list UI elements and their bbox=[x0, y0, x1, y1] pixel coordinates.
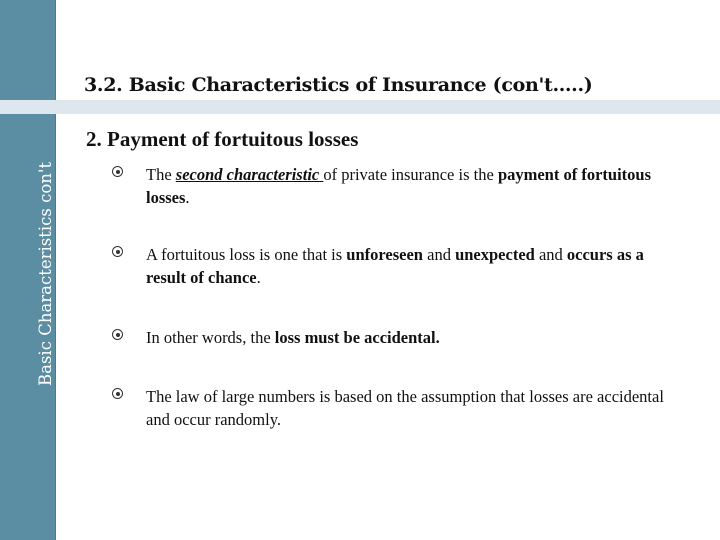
bullet-item bbox=[112, 243, 672, 289]
title-bar bbox=[0, 100, 720, 114]
bullet-text: The second characteristic of private insurance is the payment of fortuitous losses. bbox=[146, 165, 652, 207]
circled-dot-icon bbox=[112, 166, 123, 177]
sidebar-panel bbox=[0, 0, 56, 540]
vertical-section-title: Basic Characteristics con't bbox=[36, 161, 55, 386]
circled-dot-icon bbox=[112, 388, 123, 399]
bullet-text: A fortuitous loss is one that is unforeseen and unexpected and occurs as a result of chance. bbox=[146, 245, 644, 287]
circled-dot-icon bbox=[112, 246, 123, 257]
bullet-item bbox=[112, 385, 672, 431]
bullet-text: In other words, the loss must be accidental. bbox=[146, 328, 440, 347]
circled-dot-icon bbox=[112, 329, 123, 340]
bullet-text: The law of large numbers is based on the assumption that losses are accidental and occur randomly. bbox=[146, 387, 664, 429]
bullet-item bbox=[112, 163, 672, 209]
page-title: 3.2. Basic Characteristics of Insurance (con't…..) bbox=[84, 74, 593, 96]
bullet-item bbox=[112, 326, 672, 349]
section-subheading: 2. Payment of fortuitous losses bbox=[86, 127, 359, 151]
